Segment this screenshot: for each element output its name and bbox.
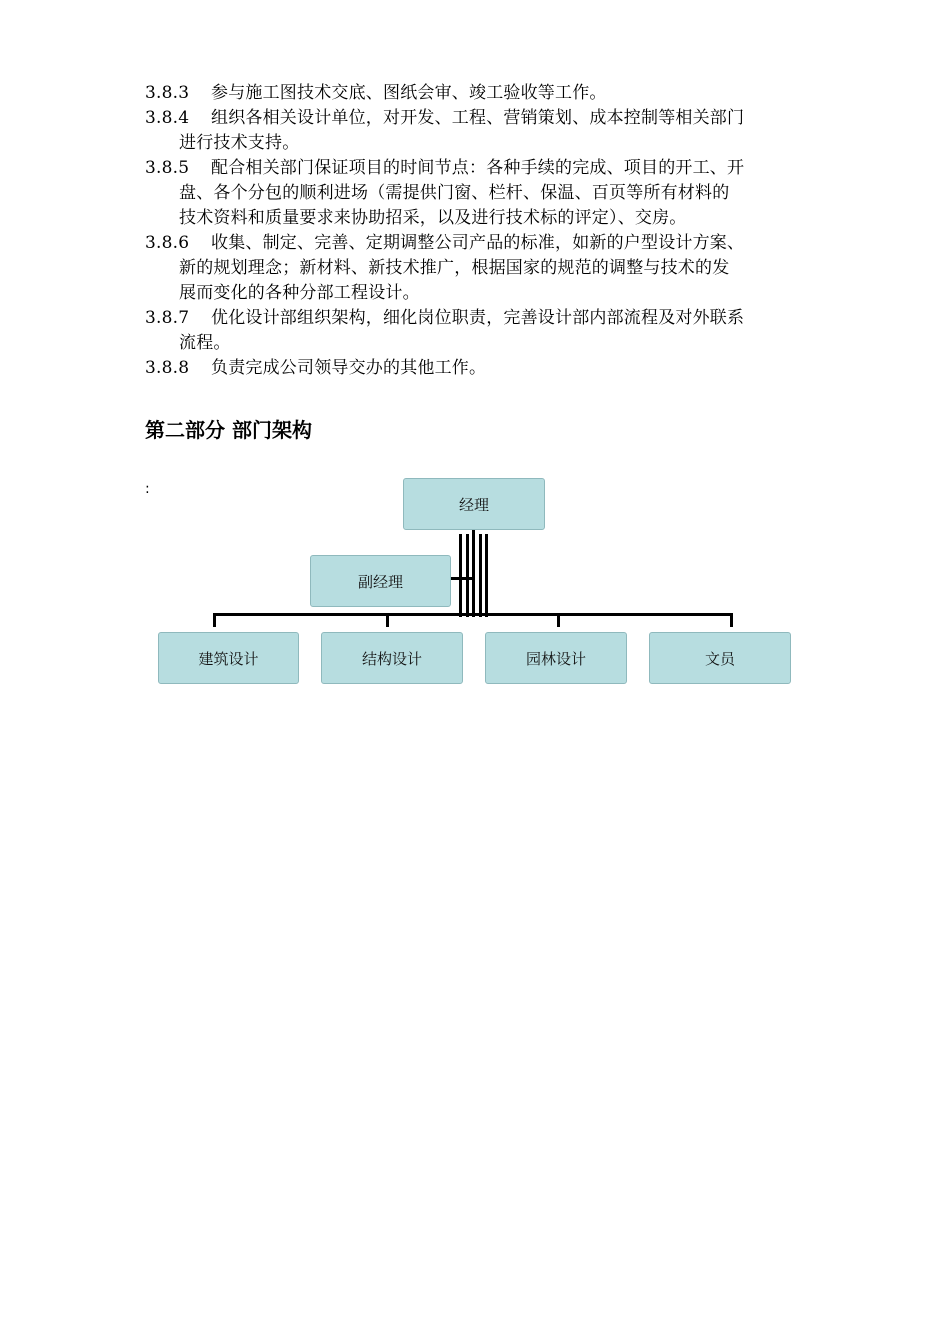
clause-number: 3.8.3 bbox=[145, 83, 190, 103]
connector-line bbox=[485, 534, 488, 617]
drop-line bbox=[213, 613, 216, 627]
manager-box: 经理 bbox=[403, 478, 545, 530]
clause-number: 3.8.7 bbox=[145, 308, 190, 328]
clause-continuation: 流程。 bbox=[179, 333, 231, 353]
clause-text: 配合相关部门保证项目的时间节点：各种手续的完成、项目的开工、开 bbox=[211, 158, 745, 178]
clause-text: 组织各相关设计单位，对开发、工程、营销策划、成本控制等相关部门 bbox=[211, 108, 745, 128]
drop-line bbox=[386, 613, 389, 627]
clause-number: 3.8.5 bbox=[145, 158, 190, 178]
dept-box-clerk: 文员 bbox=[649, 632, 791, 684]
dept-box-landscape: 园林设计 bbox=[485, 632, 627, 684]
drop-line bbox=[557, 613, 560, 627]
drop-line bbox=[730, 613, 733, 627]
deputy-connector bbox=[450, 577, 475, 580]
clause-number: 3.8.8 bbox=[145, 358, 190, 378]
clause-continuation: 展而变化的各种分部工程设计。 bbox=[179, 283, 420, 303]
clause-continuation: 新的规划理念；新材料、新技术推广，根据国家的规范的调整与技术的发 bbox=[179, 258, 730, 278]
connector-line bbox=[459, 534, 462, 617]
connector-line bbox=[479, 534, 482, 617]
horizontal-bus bbox=[213, 613, 733, 616]
colon-mark: : bbox=[145, 481, 150, 497]
clause-number: 3.8.4 bbox=[145, 108, 190, 128]
connector-line bbox=[472, 530, 475, 617]
clause-text: 收集、制定、完善、定期调整公司产品的标准，如新的户型设计方案、 bbox=[211, 233, 745, 253]
clause-text: 参与施工图技术交底、图纸会审、竣工验收等工作。 bbox=[211, 83, 607, 103]
clause-text: 优化设计部组织架构，细化岗位职责，完善设计部内部流程及对外联系 bbox=[211, 308, 745, 328]
clause-text: 负责完成公司领导交办的其他工作。 bbox=[211, 358, 487, 378]
dept-box-architecture: 建筑设计 bbox=[158, 632, 299, 684]
clause-number: 3.8.6 bbox=[145, 233, 190, 253]
clause-continuation: 盘、各个分包的顺利进场（需提供门窗、栏杆、保温、百页等所有材料的 bbox=[179, 183, 730, 203]
dept-box-structure: 结构设计 bbox=[321, 632, 463, 684]
section-title: 第二部分 部门架构 bbox=[145, 418, 312, 442]
connector-line bbox=[466, 534, 469, 617]
deputy-manager-box: 副经理 bbox=[310, 555, 451, 607]
clause-continuation: 技术资料和质量要求来协助招采，以及进行技术标的评定）、交房。 bbox=[179, 208, 687, 228]
clause-continuation: 进行技术支持。 bbox=[179, 133, 300, 153]
